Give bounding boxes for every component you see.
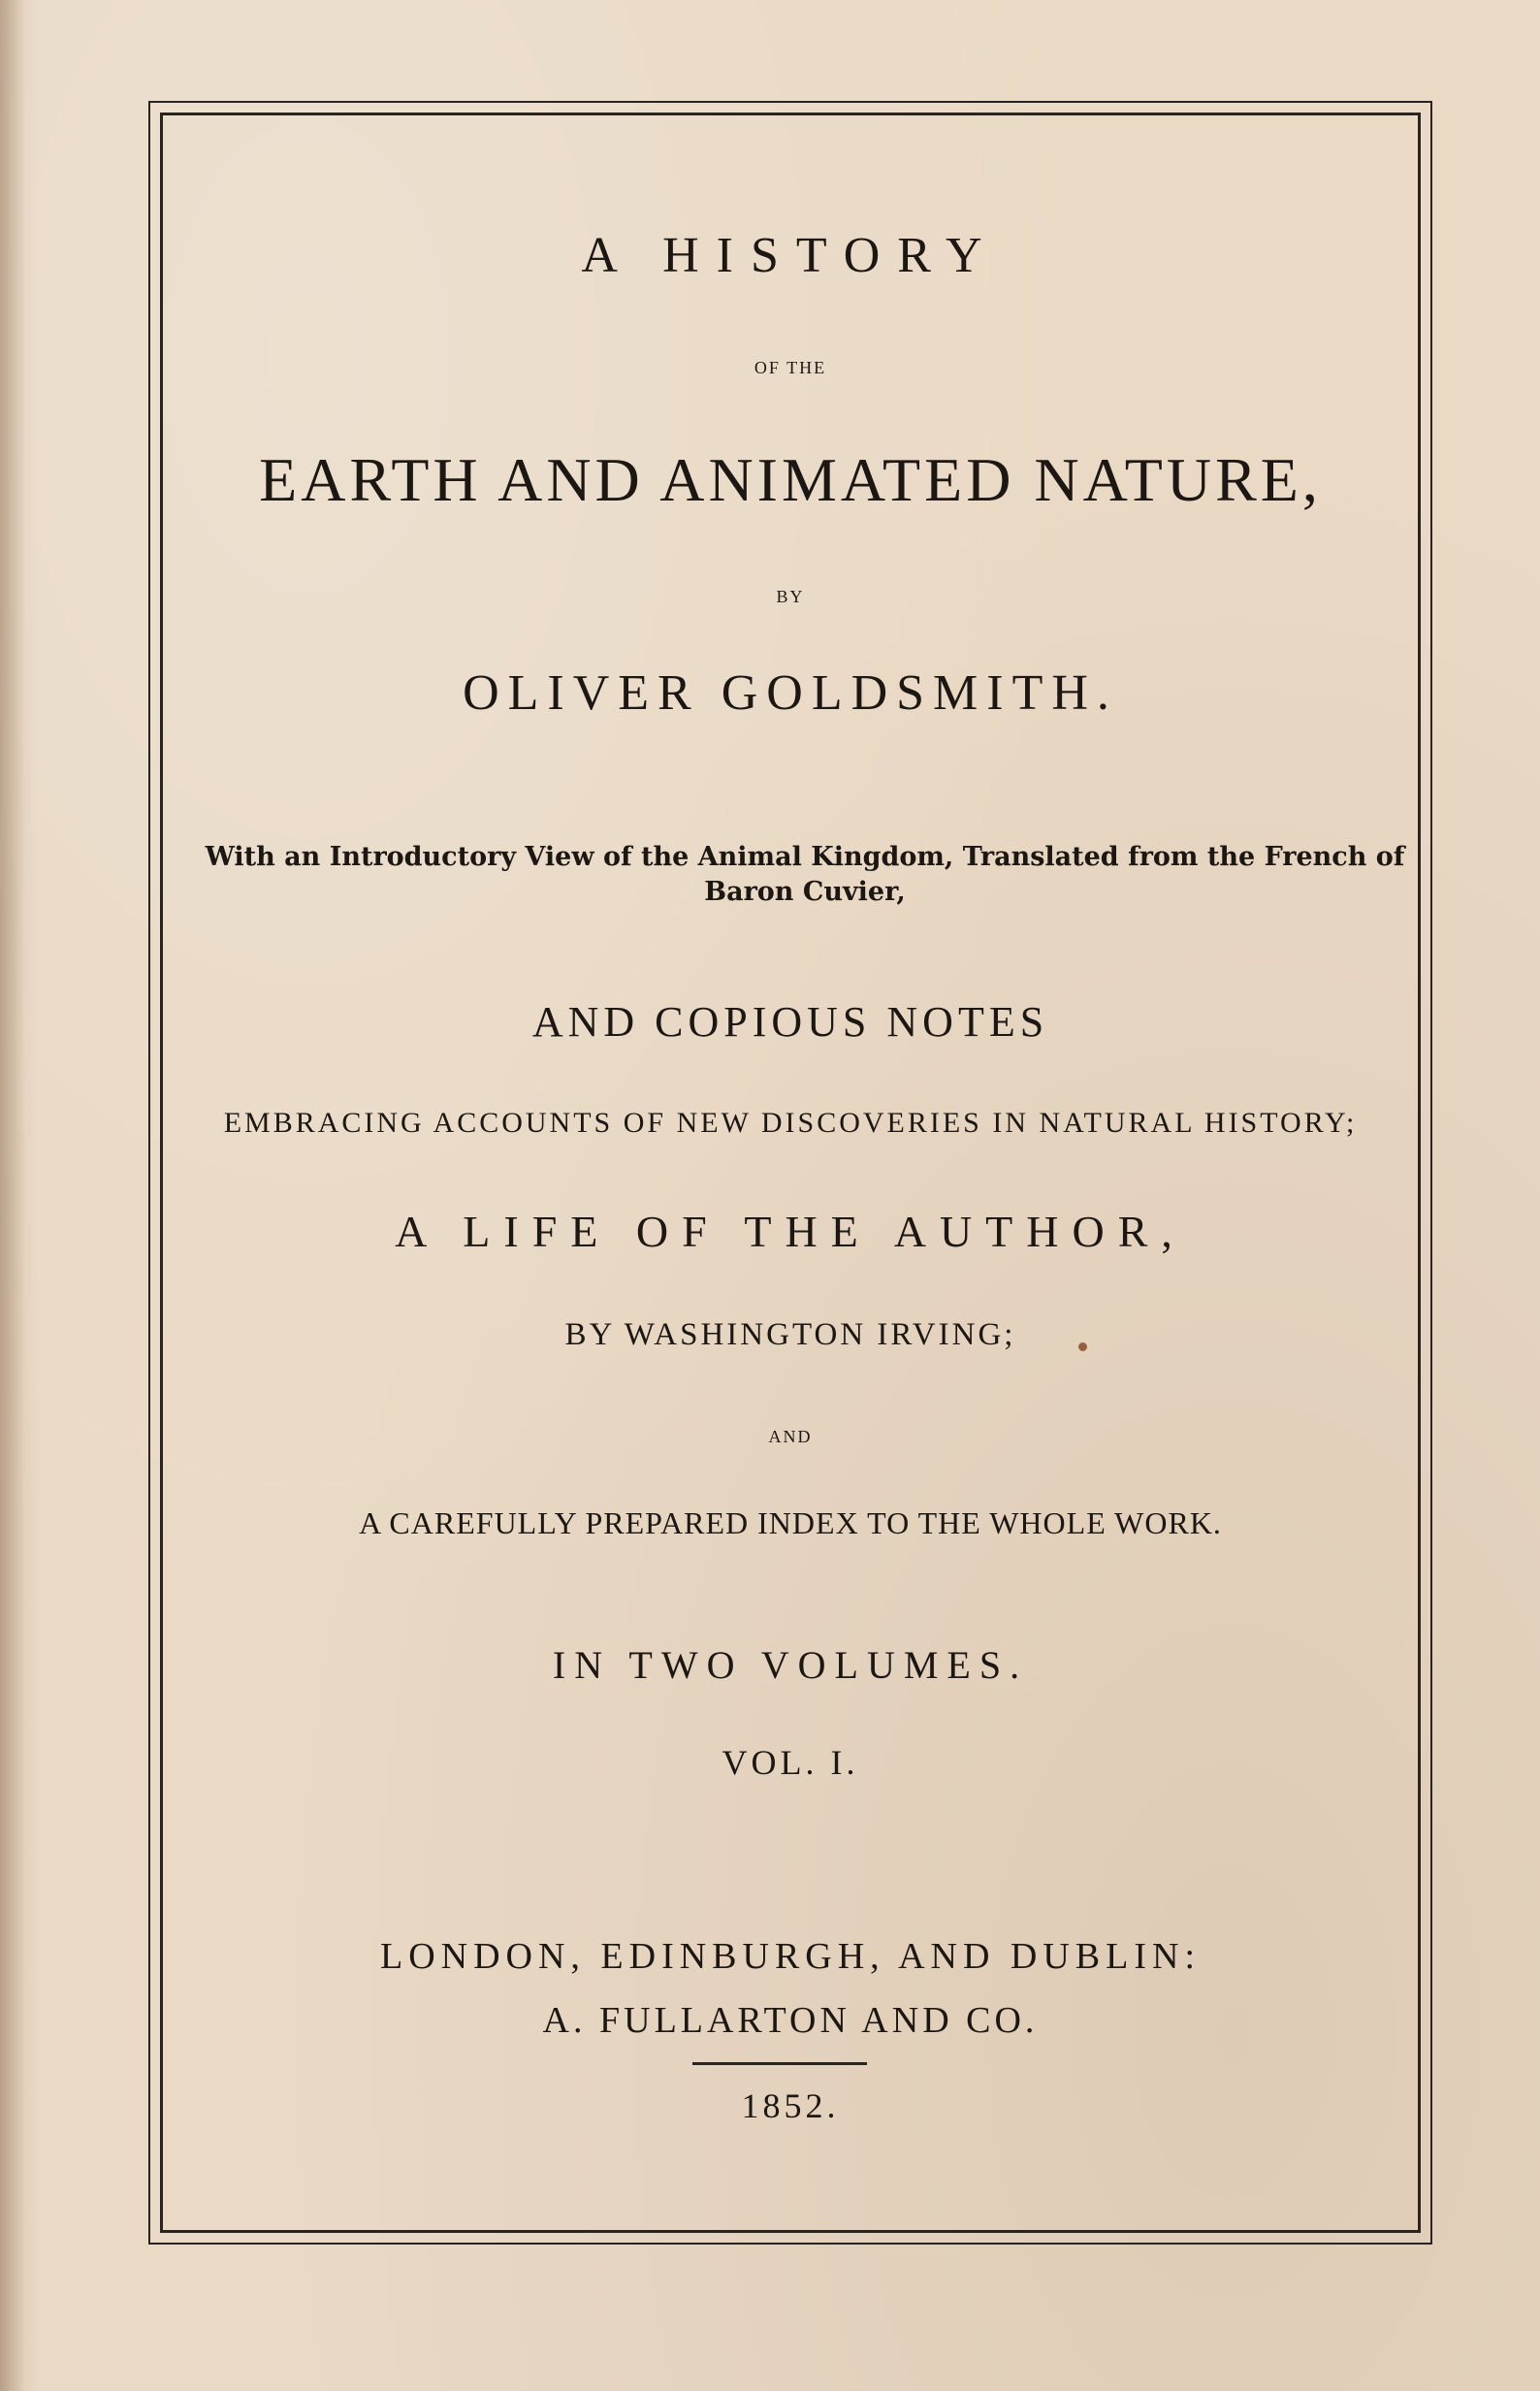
volume-number: VOL. I. — [722, 1743, 859, 1782]
life-of-author-heading: A LIFE OF THE AUTHOR, — [395, 1207, 1186, 1256]
ink-stain-spot — [1078, 1342, 1087, 1351]
introductory-view-blackletter: With an Introductory View of the Animal Kingdom, Translated from the French of Baron Cuvier, — [205, 842, 1405, 907]
copious-notes-heading: AND COPIOUS NOTES — [531, 998, 1049, 1046]
volumes-line: IN TWO VOLUMES. — [552, 1643, 1029, 1687]
author-name: OLIVER GOLDSMITH. — [463, 665, 1118, 721]
publication-places: LONDON, EDINBURGH, AND DUBLIN: — [379, 1936, 1202, 1977]
embracing-accounts-line: EMBRACING ACCOUNTS OF NEW DISCOVERIES IN NATURAL HISTORY; — [223, 1107, 1358, 1139]
book-title: EARTH AND ANIMATED NATURE, — [259, 445, 1322, 514]
inner-border-frame — [160, 113, 1421, 2233]
publication-year: 1852. — [741, 2086, 840, 2125]
text-of-the: OF THE — [754, 358, 827, 377]
index-line: A CAREFULLY PREPARED INDEX TO THE WHOLE WORK. — [359, 1505, 1222, 1540]
short-rule-divider — [692, 2062, 867, 2065]
washington-irving-line: BY WASHINGTON IRVING; — [564, 1317, 1016, 1352]
page-edge-shadow — [0, 0, 25, 2391]
heading-a-history: A HISTORY — [581, 228, 1000, 283]
text-and: AND — [768, 1427, 813, 1446]
text-by: BY — [776, 587, 805, 606]
publisher-name: A. FULLARTON AND CO. — [542, 2000, 1039, 2041]
